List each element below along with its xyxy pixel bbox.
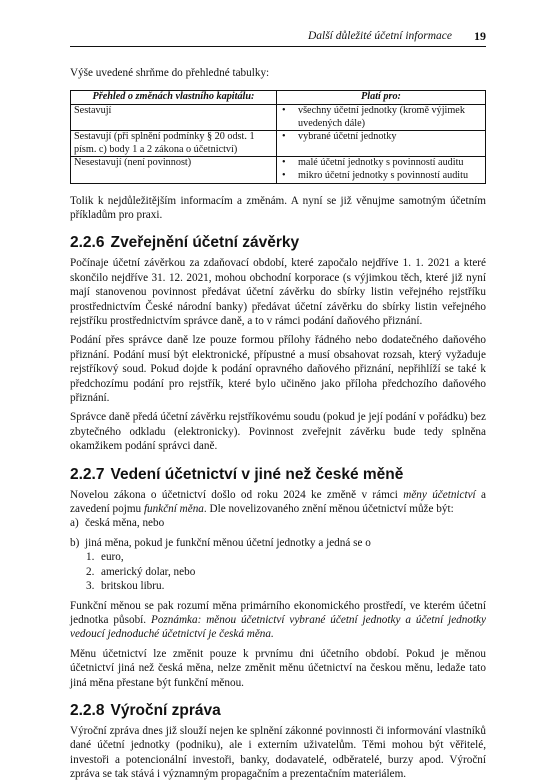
- paragraph: [70, 599, 486, 642]
- currency-list: [70, 516, 486, 550]
- list-item: [70, 516, 486, 530]
- table-header-cell: Přehled o změnách vlastního kapitálu:: [71, 91, 277, 105]
- list-label: 2.: [86, 565, 95, 578]
- text-run: a zavedení pojmu: [70, 488, 486, 516]
- emphasis: funkční měna: [143, 503, 204, 516]
- running-header: [70, 28, 486, 47]
- list-item: [70, 565, 486, 579]
- page-content: [70, 66, 486, 782]
- list-item: [70, 536, 486, 550]
- table-cell: Sestavují: [71, 105, 277, 131]
- text-run: . Dle novelizovaného znění měnou účetnictví může být:: [203, 503, 454, 516]
- list-text: euro,: [101, 551, 124, 564]
- section-number: 2.2.6: [70, 234, 105, 252]
- list-text: česká měna, nebo: [85, 517, 165, 530]
- foreign-currency-list: [70, 550, 486, 593]
- section-heading: [70, 466, 486, 484]
- list-text: americký dolar, nebo: [101, 565, 196, 578]
- section-title: Výroční zpráva: [110, 701, 221, 719]
- running-title: Další důležité účetní informace: [307, 30, 452, 42]
- list-text: britskou libru.: [101, 580, 165, 593]
- list-label: 1.: [86, 551, 95, 564]
- text-run: Funkční měnou se pak rozumí měna primárního ekonomického prostředí, ve kterém účetní jednotka působí.: [70, 599, 486, 626]
- bullet-item: • vybrané účetní jednotky: [280, 131, 482, 144]
- bullet-item: • mikro účetní jednotky s povinností auditu: [280, 170, 482, 183]
- paragraph: Výroční zpráva dnes již slouží nejen ke splnění zákonné povinnosti či informování vlastníků dané účetní jednotky (podniku), ale i externím uživatelům. Těmi mohou být věřitelé, investoři a potencionální investoři, banky, dodavatelé, odběratelé, burzy apod. Výroční zpráva se tak stává i významným propagačním a prezentačním materiálem.: [70, 724, 486, 781]
- section-number: 2.2.8: [70, 701, 105, 719]
- table-cell: [277, 157, 486, 183]
- emphasis: měny účetnictví: [403, 488, 476, 501]
- list-item: [70, 579, 486, 593]
- list-text: jiná měna, pokud je funkční měnou účetní jednotky a jedná se o: [85, 536, 371, 549]
- bullet-item: • všechny účetní jednotky (kromě výjimek uvedených dále): [280, 105, 482, 130]
- table-cell: Sestavují (při splnění podmínky § 20 odst. 1 písm. c) body 1 a 2 zákona o účetnictví): [71, 131, 277, 157]
- bullet-item: • malé účetní jednotky s povinností auditu: [280, 157, 482, 170]
- paragraph: Měnu účetnictví lze změnit pouze k prvnímu dni účetního období. Pokud je měnou účetnictví jiná než česká měna, nelze změnit měnu účetnictví na českou měnu, ledaže tato jiná měna přestane být funkční měnou.: [70, 647, 486, 689]
- table-row: [71, 131, 486, 157]
- table-header-cell: Platí pro:: [277, 91, 486, 105]
- paragraph: [70, 488, 486, 517]
- list-label: b): [70, 536, 80, 549]
- table-cell: [277, 131, 486, 157]
- section-heading: [70, 702, 486, 720]
- list-label: a): [70, 517, 79, 530]
- page-number: 19: [474, 29, 486, 43]
- intro-paragraph: Výše uvedené shrňme do přehledné tabulky:: [70, 67, 270, 79]
- list-label: 3.: [86, 580, 95, 593]
- paragraph: Počínaje účetní závěrkou za zdaňovací období, které započalo nejdříve 1. 1. 2021 a které skončilo nejdříve 31. 12. 2021, mohou obchodní korporace (s výjimkou těch, které již nyní mají stanovenou povinnost předávat účetní závěrku do sbírky listin veřejného rejstříku prostřednictvím České národní banky) předávat účetní závěrku do sbírky listin veřejného rejstříku prostřednictvím správce daně, a to v rámci podání daňového přiznání.: [70, 257, 486, 327]
- table-row: [71, 157, 486, 183]
- text-run: Novelou zákona o účetnictví došlo od roku 2024 ke změně v rámci: [70, 488, 404, 501]
- list-item: [70, 550, 486, 564]
- table-cell: [277, 105, 486, 131]
- section-number: 2.2.7: [70, 465, 105, 483]
- paragraph: Správce daně předá účetní závěrku rejstříkovému soudu (pokud je její podání v pořádku) bez zbytečného odkladu (elektronicky). Povinnost zveřejnit závěrku bude tedy splněna okamžikem podání správci daně.: [70, 411, 486, 453]
- paragraph: Podání přes správce daně lze pouze formou přílohy řádného nebo dodatečného daňového přiznání. Podání musí být elektronické, přípustné a musí obsahovat rozsah, který vyžaduje rejstříkový soud. Pokud dojde k podání opravného daňového přiznání, nepřihlíží se také k předchozímu podání pro rejstřík, které bylo učiněno jako příloha předchozího daňového přiznání.: [70, 334, 486, 405]
- table-cell: Nesestavují (není povinnost): [71, 157, 277, 183]
- equity-changes-table: [70, 90, 486, 183]
- section-heading: [70, 234, 486, 252]
- section-title: Vedení účetnictví v jiné než české měně: [110, 465, 404, 483]
- note-emphasis: Poznámka: měnou účetnictví vybrané účetní jednotky a účetní jednotky vedoucí jednoduché účetnictví je česká měna.: [70, 613, 486, 641]
- after-table-paragraph: Tolik k nejdůležitějším informacím a změnám. A nyní se již věnujme samotným účetním příkladům pro praxi.: [70, 194, 486, 221]
- table-header-row: [71, 91, 486, 105]
- section-title: Zveřejnění účetní závěrky: [110, 234, 300, 252]
- table-row: [71, 105, 486, 131]
